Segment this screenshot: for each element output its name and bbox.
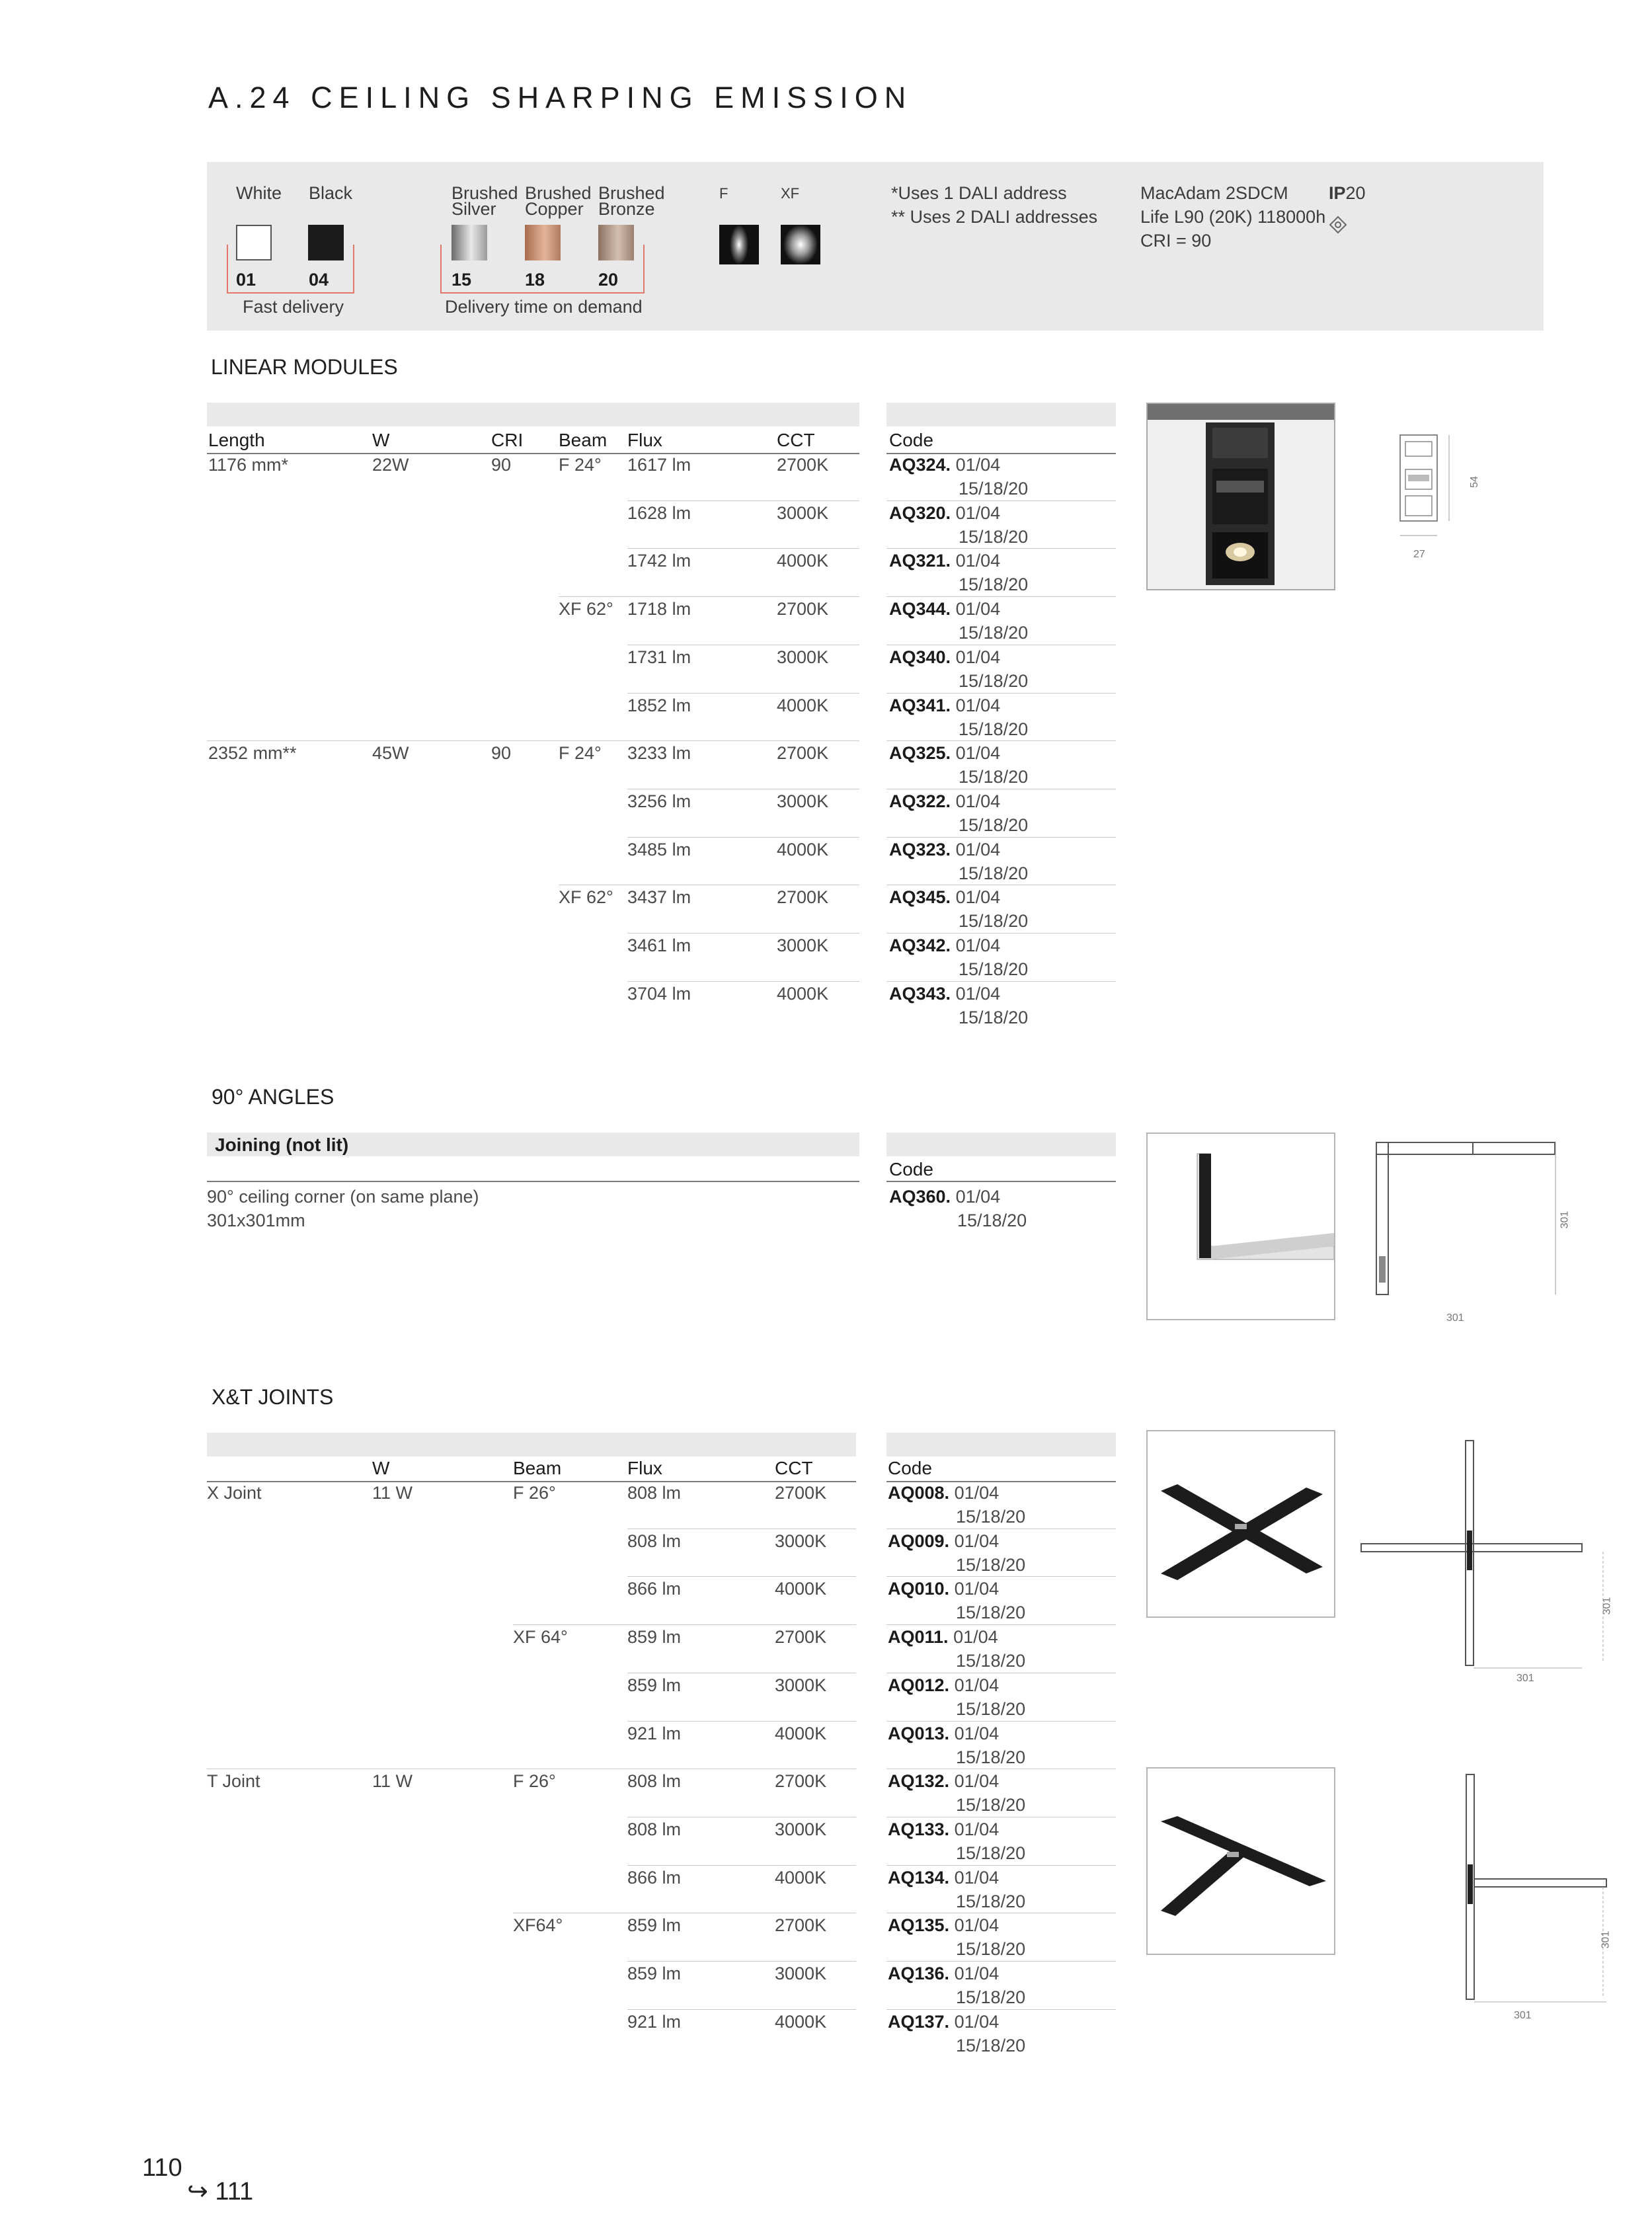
product-code-variant1: 01/04 xyxy=(954,1579,1000,1599)
life-note: Life L90 (20K) 118000h xyxy=(1140,207,1326,227)
page-title: A.24 CEILING SHARPING EMISSION xyxy=(208,81,913,114)
product-code xyxy=(889,599,1000,619)
product-code-main: AQ135. xyxy=(888,1915,950,1936)
code-row-separator xyxy=(886,837,1116,838)
product-code xyxy=(889,551,1000,571)
finish-copper-label1: Brushed xyxy=(525,183,592,203)
joints-code-header-rule xyxy=(886,1481,1116,1482)
product-code-variant1: 01/04 xyxy=(955,599,1001,619)
cell-code-variant2: 15/18/20 xyxy=(959,623,1029,643)
joints-heading: X&T JOINTS xyxy=(212,1385,334,1409)
cell-joint-name: X Joint xyxy=(207,1483,262,1503)
cell-code-variant2: 15/18/20 xyxy=(956,1747,1026,1767)
linear-height-dim: 54 xyxy=(1468,476,1480,488)
cell-flux: 3437 lm xyxy=(627,887,691,908)
finish-white-label: White xyxy=(236,183,282,203)
cell-flux: 921 lm xyxy=(627,1723,682,1743)
product-code xyxy=(889,840,1000,860)
cell-cct: 2700K xyxy=(775,1483,827,1503)
product-code xyxy=(888,1675,999,1696)
product-code-main: AQ324. xyxy=(889,455,951,475)
page-number: 110 xyxy=(142,2154,182,2182)
row-separator xyxy=(627,1961,856,1962)
product-code xyxy=(889,696,1000,716)
linear-modules-heading: LINEAR MODULES xyxy=(211,355,398,379)
product-code-main: AQ340. xyxy=(889,647,951,667)
cell-flux: 1852 lm xyxy=(627,695,691,715)
row-separator xyxy=(627,1721,856,1722)
finish-silver-label1: Brushed xyxy=(452,183,518,203)
linear-product-photo xyxy=(1146,403,1335,590)
code-row-separator xyxy=(886,1624,1116,1625)
cell-beam: F 26° xyxy=(513,1771,556,1792)
cell-code-variant2: 15/18/20 xyxy=(959,815,1029,835)
cell-flux: 859 lm xyxy=(627,1964,682,1983)
product-code-main: AQ137. xyxy=(888,2011,950,2032)
product-code-variant1: 01/04 xyxy=(955,887,1001,908)
product-code xyxy=(888,1579,999,1599)
linear-width-dim: 27 xyxy=(1413,549,1425,560)
cell-code-variant2: 15/18/20 xyxy=(956,1651,1026,1671)
cell-length: 1176 mm* xyxy=(208,455,289,475)
product-code-variant1: 01/04 xyxy=(954,1675,1000,1695)
product-code-variant1: 01/04 xyxy=(954,1771,1000,1792)
cell-cct: 4000K xyxy=(777,983,829,1004)
cell-code-variant2: 15/18/20 xyxy=(956,1603,1026,1623)
t-joint-horizontal-dim: 301 xyxy=(1514,2010,1532,2021)
cell-code-variant2: 15/18/20 xyxy=(959,670,1029,691)
product-code-variant1: 01/04 xyxy=(954,2011,1000,2032)
cell-flux: 3485 lm xyxy=(627,839,691,859)
code-row-separator xyxy=(886,740,1116,741)
product-code-main: AQ136. xyxy=(888,1964,950,1983)
product-code-main: AQ325. xyxy=(889,743,951,764)
joints-col-flux-header: Flux xyxy=(627,1458,662,1478)
macadam-note: MacAdam 2SDCM xyxy=(1140,183,1288,203)
cell-beam: F 24° xyxy=(559,455,602,475)
dali-note-1: *Uses 1 DALI address xyxy=(891,183,1067,203)
product-code-main: AQ322. xyxy=(889,791,951,811)
product-code-variant1: 01/04 xyxy=(955,936,1001,955)
angles-horizontal-dim: 301 xyxy=(1446,1312,1464,1324)
product-code xyxy=(888,1915,999,1936)
joints-header-rule xyxy=(207,1481,856,1482)
cell-w: 22W xyxy=(372,455,409,475)
product-code xyxy=(889,984,1000,1004)
optic-xf-label: XF xyxy=(781,185,800,202)
product-code-variant1: 01/04 xyxy=(955,743,1001,764)
cell-flux: 921 lm xyxy=(627,2011,682,2032)
linear-code-header-bar xyxy=(886,403,1116,426)
cell-flux: 1742 lm xyxy=(627,551,691,571)
cell-cct: 3000K xyxy=(777,791,829,811)
cell-code-variant2: 15/18/20 xyxy=(956,2035,1026,2055)
cell-cct: 4000K xyxy=(777,695,829,715)
cell-cct: 3000K xyxy=(775,1964,827,1983)
angles-code-main: AQ360. xyxy=(889,1187,951,1207)
linear-code-header-rule xyxy=(886,453,1116,454)
dali-note-2: ** Uses 2 DALI addresses xyxy=(891,207,1098,227)
row-separator xyxy=(559,596,859,597)
code-row-separator xyxy=(886,2009,1116,2010)
joints-spec-header-bar xyxy=(207,1433,856,1456)
ip-rating-label: IP xyxy=(1329,183,1346,203)
cell-cct: 3000K xyxy=(775,1819,827,1839)
cell-w: 45W xyxy=(372,743,409,764)
code-row-separator xyxy=(886,981,1116,982)
col-code-header: Code xyxy=(889,430,933,450)
x-joint-horizontal-dim: 301 xyxy=(1516,1673,1534,1684)
cell-cri: 90 xyxy=(491,455,512,475)
product-code-variant1: 01/04 xyxy=(955,839,1001,859)
cell-beam: XF 64° xyxy=(513,1627,568,1648)
cell-code-variant2: 15/18/20 xyxy=(959,575,1029,595)
angles-code-variant1: 01/04 xyxy=(955,1187,1001,1207)
product-code-main: AQ134. xyxy=(888,1867,950,1888)
code-row-separator xyxy=(886,693,1116,694)
cell-beam: XF 62° xyxy=(559,599,613,619)
cell-code-variant2: 15/18/20 xyxy=(956,1987,1026,2007)
cell-code-variant2: 15/18/20 xyxy=(959,719,1029,739)
product-code xyxy=(889,936,1000,956)
product-code-main: AQ345. xyxy=(889,887,951,908)
ip-rating xyxy=(1329,185,1366,202)
product-code-variant1: 01/04 xyxy=(955,502,1001,523)
cell-code-variant2: 15/18/20 xyxy=(956,1698,1026,1719)
code-row-separator xyxy=(886,1576,1116,1577)
product-code-main: AQ013. xyxy=(888,1723,950,1743)
angles-description: 90° ceiling corner (on same plane) xyxy=(207,1187,479,1207)
x-joint-drawing xyxy=(1358,1438,1623,1676)
cell-code-variant2: 15/18/20 xyxy=(959,863,1029,883)
angles-code-header-rule xyxy=(886,1181,1116,1182)
product-code-variant1: 01/04 xyxy=(955,551,1001,571)
cell-flux: 3461 lm xyxy=(627,936,691,955)
cell-cct: 2700K xyxy=(777,455,829,475)
col-flux-header: Flux xyxy=(627,430,662,450)
row-separator xyxy=(627,933,859,934)
product-code-variant1: 01/04 xyxy=(954,1483,1000,1503)
col-w-header: W xyxy=(372,430,390,450)
cell-cct: 2700K xyxy=(777,887,829,908)
cell-cct: 3000K xyxy=(775,1531,827,1551)
cell-w: 11 W xyxy=(372,1483,413,1503)
ceiling-mount-icon xyxy=(1329,216,1347,234)
angles-header-bar xyxy=(207,1133,859,1156)
cell-flux: 1617 lm xyxy=(627,455,691,475)
cell-code-variant2: 15/18/20 xyxy=(959,526,1029,547)
cell-flux: 1731 lm xyxy=(627,647,691,667)
cell-cct: 2700K xyxy=(775,1915,827,1936)
product-code xyxy=(889,647,1000,668)
col-cct-header: CCT xyxy=(777,430,815,450)
product-code xyxy=(889,455,1000,475)
product-code-variant1: 01/04 xyxy=(954,1723,1000,1743)
cell-flux: 808 lm xyxy=(627,1771,682,1792)
cell-flux: 1718 lm xyxy=(627,599,691,619)
code-row-separator xyxy=(886,1865,1116,1866)
cell-cct: 4000K xyxy=(775,2011,827,2032)
row-separator xyxy=(513,1624,856,1625)
cell-cri: 90 xyxy=(491,743,512,764)
code-row-separator xyxy=(886,500,1116,501)
angles-header-rule xyxy=(207,1181,859,1182)
cell-flux: 1628 lm xyxy=(627,502,691,523)
code-row-separator xyxy=(886,548,1116,549)
cell-flux: 808 lm xyxy=(627,1819,682,1839)
product-code-variant1: 01/04 xyxy=(955,455,1001,475)
code-row-separator xyxy=(886,933,1116,934)
cell-beam: XF64° xyxy=(513,1915,563,1936)
cell-code-variant2: 15/18/20 xyxy=(956,1554,1026,1575)
cell-beam: F 24° xyxy=(559,743,602,764)
product-code-variant1: 01/04 xyxy=(954,1915,1000,1936)
product-code xyxy=(888,1483,999,1503)
angles-subheader: Joining (not lit) xyxy=(215,1135,349,1155)
cell-w: 11 W xyxy=(372,1771,413,1792)
product-code xyxy=(888,2012,999,2032)
cell-code-variant2: 15/18/20 xyxy=(956,1795,1026,1815)
product-code-main: AQ132. xyxy=(888,1771,950,1792)
product-code-variant1: 01/04 xyxy=(955,983,1001,1004)
cell-flux: 3233 lm xyxy=(627,743,691,764)
x-joint-product-photo xyxy=(1146,1430,1335,1618)
product-code xyxy=(888,1627,998,1648)
cell-cct: 3000K xyxy=(775,1675,827,1695)
product-code-variant1: 01/04 xyxy=(953,1627,998,1648)
angles-vertical-dim: 301 xyxy=(1559,1211,1571,1229)
row-separator xyxy=(627,2009,856,2010)
arrow-right-icon: ↪ xyxy=(187,2178,208,2206)
cell-cct: 4000K xyxy=(775,1867,827,1888)
cell-beam: F 26° xyxy=(513,1483,556,1503)
cell-cct: 4000K xyxy=(775,1723,827,1743)
cell-cct: 4000K xyxy=(777,839,829,859)
angles-code-variant2: 15/18/20 xyxy=(957,1211,1027,1230)
t-joint-vertical-dim: 301 xyxy=(1600,1931,1612,1949)
finish-copper-label2: Copper xyxy=(525,199,584,219)
angles-code-header-bar xyxy=(886,1133,1116,1156)
angles-drawing xyxy=(1374,1137,1572,1302)
col-length-header: Length xyxy=(208,430,265,450)
product-code-main: AQ343. xyxy=(889,983,951,1004)
next-page-number: 111 xyxy=(215,2178,254,2206)
cell-joint-name: T Joint xyxy=(207,1771,260,1792)
cell-code-variant2: 15/18/20 xyxy=(956,1507,1026,1527)
product-code-main: AQ320. xyxy=(889,502,951,523)
product-code-main: AQ012. xyxy=(888,1675,950,1695)
code-row-separator xyxy=(886,596,1116,597)
fast-delivery-label: Fast delivery xyxy=(243,297,344,317)
row-separator xyxy=(627,837,859,838)
linear-spec-header-bar xyxy=(207,403,859,426)
angles-code-header: Code xyxy=(889,1159,933,1179)
product-code xyxy=(888,1531,999,1552)
angles-code xyxy=(889,1187,1000,1207)
cri-note: CRI = 90 xyxy=(1140,231,1212,251)
joints-col-code-header: Code xyxy=(888,1458,932,1478)
product-code-variant1: 01/04 xyxy=(955,695,1001,715)
cell-code-variant2: 15/18/20 xyxy=(956,1891,1026,1911)
product-code-main: AQ321. xyxy=(889,551,951,571)
product-code-main: AQ133. xyxy=(888,1819,950,1839)
finish-bronze-label2: Bronze xyxy=(598,199,655,219)
cell-code-variant2: 15/18/20 xyxy=(959,767,1029,787)
product-code xyxy=(888,1724,999,1744)
finish-silver-label2: Silver xyxy=(452,199,496,219)
cell-code-variant2: 15/18/20 xyxy=(956,1843,1026,1863)
cell-code-variant2: 15/18/20 xyxy=(956,1939,1026,1960)
angles-heading: 90° ANGLES xyxy=(212,1085,334,1109)
finish-silver-code: 15 xyxy=(452,270,472,290)
optic-f-label: F xyxy=(719,185,728,202)
cell-flux: 808 lm xyxy=(627,1483,682,1503)
product-code-main: AQ344. xyxy=(889,599,951,619)
cell-flux: 808 lm xyxy=(627,1531,682,1551)
cell-length: 2352 mm** xyxy=(208,743,297,764)
cell-flux: 3704 lm xyxy=(627,983,691,1004)
cell-cct: 3000K xyxy=(777,936,829,955)
cell-code-variant2: 15/18/20 xyxy=(959,1007,1029,1027)
product-code xyxy=(889,791,1000,812)
cell-flux: 866 lm xyxy=(627,1579,682,1599)
product-code-main: AQ009. xyxy=(888,1531,950,1551)
row-separator xyxy=(627,1576,856,1577)
product-code-main: AQ008. xyxy=(888,1483,950,1503)
angles-size: 301x301mm xyxy=(207,1211,305,1230)
product-code xyxy=(888,1819,999,1840)
delivery-on-demand-label: Delivery time on demand xyxy=(445,297,643,317)
row-separator xyxy=(207,740,859,741)
ip-rating-value: 20 xyxy=(1345,183,1366,203)
product-code-variant1: 01/04 xyxy=(954,1867,1000,1888)
t-joint-drawing xyxy=(1454,1772,1626,2010)
row-separator xyxy=(627,981,859,982)
row-separator xyxy=(627,500,859,501)
cell-beam: XF 62° xyxy=(559,887,613,908)
product-code-variant1: 01/04 xyxy=(954,1819,1000,1839)
linear-cross-section-drawing xyxy=(1388,423,1481,569)
cell-cct: 2700K xyxy=(777,743,829,764)
row-separator xyxy=(627,1865,856,1866)
finish-copper-code: 18 xyxy=(525,270,545,290)
cell-cct: 3000K xyxy=(777,647,829,667)
optic-f-icon xyxy=(719,225,759,264)
joints-col-w-header: W xyxy=(372,1458,390,1478)
product-code xyxy=(888,1771,999,1792)
product-code-variant1: 01/04 xyxy=(955,791,1001,811)
cell-flux: 866 lm xyxy=(627,1867,682,1888)
row-separator xyxy=(627,693,859,694)
cell-cct: 2700K xyxy=(775,1627,827,1648)
angles-product-photo xyxy=(1146,1133,1335,1320)
product-code-variant1: 01/04 xyxy=(955,647,1001,667)
optic-xf-icon xyxy=(781,225,820,264)
product-code xyxy=(889,887,1000,908)
cell-cct: 3000K xyxy=(777,502,829,523)
x-joint-vertical-dim: 301 xyxy=(1601,1597,1613,1615)
code-row-separator xyxy=(886,1721,1116,1722)
product-code-main: AQ341. xyxy=(889,695,951,715)
cell-flux: 859 lm xyxy=(627,1675,682,1695)
finish-black-code: 04 xyxy=(309,270,329,290)
next-page-link[interactable] xyxy=(187,2176,253,2206)
joints-code-header-bar xyxy=(886,1433,1116,1456)
t-joint-product-photo xyxy=(1146,1767,1335,1955)
product-code xyxy=(889,503,1000,524)
cell-cct: 4000K xyxy=(777,551,829,571)
finish-bronze-code: 20 xyxy=(598,270,619,290)
finish-white-code: 01 xyxy=(236,270,256,290)
cell-code-variant2: 15/18/20 xyxy=(959,479,1029,498)
product-code xyxy=(888,1868,999,1888)
joints-col-cct-header: CCT xyxy=(775,1458,813,1478)
cell-code-variant2: 15/18/20 xyxy=(959,959,1029,979)
product-code-main: AQ010. xyxy=(888,1579,950,1599)
cell-cct: 2700K xyxy=(777,599,829,619)
cell-cct: 4000K xyxy=(775,1579,827,1599)
product-code-main: AQ323. xyxy=(889,839,951,859)
product-code-variant1: 01/04 xyxy=(954,1531,1000,1551)
cell-flux: 859 lm xyxy=(627,1627,682,1648)
linear-header-rule xyxy=(207,453,859,454)
finish-black-label: Black xyxy=(309,183,353,203)
product-code-variant1: 01/04 xyxy=(954,1964,1000,1983)
col-cri-header: CRI xyxy=(491,430,524,450)
cell-cct: 2700K xyxy=(775,1771,827,1792)
cell-flux: 859 lm xyxy=(627,1915,682,1936)
code-row-separator xyxy=(886,1961,1116,1962)
product-code-main: AQ342. xyxy=(889,936,951,955)
product-code-main: AQ011. xyxy=(888,1627,949,1648)
product-code xyxy=(888,1964,999,1984)
cell-flux: 3256 lm xyxy=(627,791,691,811)
col-beam-header: Beam xyxy=(559,430,608,450)
finish-bronze-label1: Brushed xyxy=(598,183,665,203)
row-separator xyxy=(627,548,859,549)
cell-code-variant2: 15/18/20 xyxy=(959,911,1029,932)
product-code xyxy=(889,743,1000,764)
joints-col-beam-header: Beam xyxy=(513,1458,562,1478)
